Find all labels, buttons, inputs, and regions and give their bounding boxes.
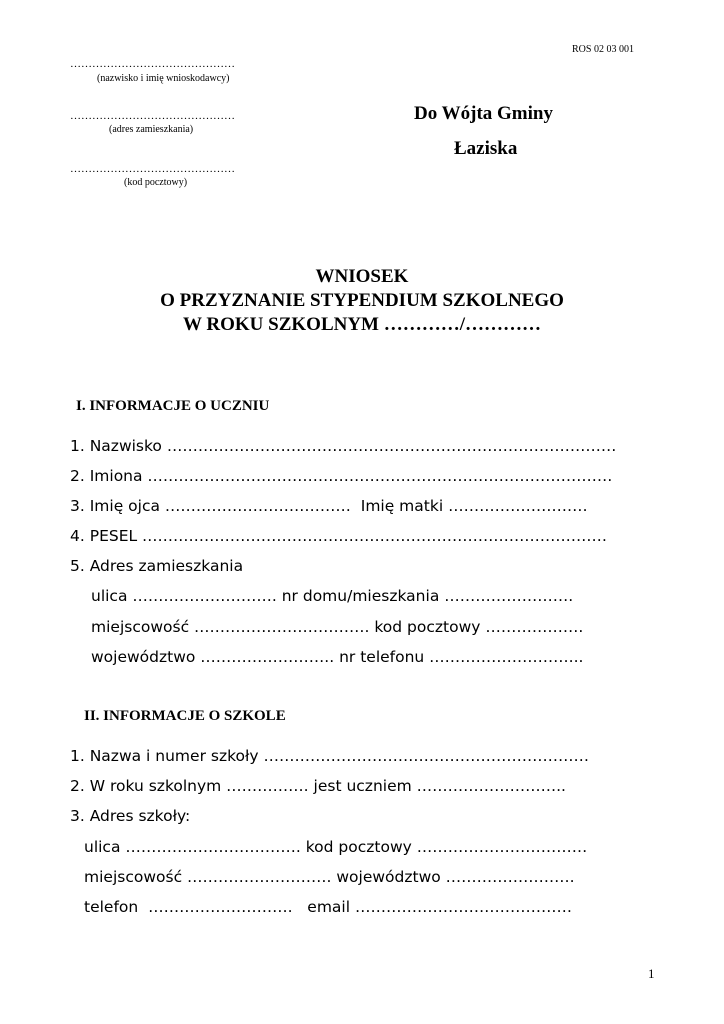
- section-1-heading: I. INFORMACJE O UCZNIU: [76, 398, 270, 414]
- applicant-address-dots: ………………………………………: [70, 110, 235, 122]
- applicant-name-caption: (nazwisko i imię wnioskodawcy): [97, 73, 230, 84]
- field-miejscowosc: miejscowość ……………………………. kod pocztowy ……………….: [91, 618, 584, 636]
- field-szkola-ulica: ulica ……………………………. kod pocztowy ……………………………: [84, 838, 588, 856]
- field-imiona: 2. Imiona ………………………………………………………………………………: [70, 467, 613, 485]
- field-rodzice: 3. Imię ojca ……………………………… Imię matki ………………………: [70, 497, 588, 515]
- title-line-3: W ROKU SZKOLNYM …………/…………: [182, 314, 542, 335]
- field-szkola-telefon: telefon ………………………. email ……………………………………: [84, 898, 572, 916]
- field-nazwisko: 1. Nazwisko ……………………………………………………………………………: [70, 437, 617, 455]
- applicant-name-dots: ………………………………………: [70, 58, 235, 70]
- recipient-line-1: Do Wójta Gminy: [414, 103, 553, 124]
- title-line-2: O PRZYZNANIE STYPENDIUM SZKOLNEGO: [160, 290, 564, 311]
- field-wojewodztwo: województwo …………………….. nr telefonu ………………………...: [91, 648, 584, 666]
- section-2-heading: II. INFORMACJE O SZKOLE: [84, 708, 286, 724]
- applicant-address-caption: (adres zamieszkania): [109, 124, 194, 135]
- field-pesel: 4. PESEL ………………………………………………………………………………: [70, 527, 608, 545]
- title-line-1: WNIOSEK: [315, 266, 409, 287]
- field-ulica: ulica ………………………. nr domu/mieszkania …………………….: [91, 587, 574, 605]
- field-adres-szkoly-label: 3. Adres szkoły:: [70, 807, 191, 825]
- document-code: ROS 02 03 001: [572, 44, 634, 55]
- field-szkola-miejscowosc: miejscowość ………………………. województwo …………………….: [84, 868, 575, 886]
- applicant-postal-dots: ………………………………………: [70, 163, 235, 175]
- field-rok-szkolny: 2. W roku szkolnym ……………. jest uczniem ………………………..: [70, 777, 566, 795]
- applicant-postal-caption: (kod pocztowy): [124, 177, 188, 188]
- field-adres-label: 5. Adres zamieszkania: [70, 557, 244, 575]
- field-szkola-nazwa: 1. Nazwa i numer szkoły ………………………………………………………: [70, 747, 589, 765]
- recipient-line-2: Łaziska: [454, 138, 518, 159]
- page-number: 1: [648, 966, 655, 981]
